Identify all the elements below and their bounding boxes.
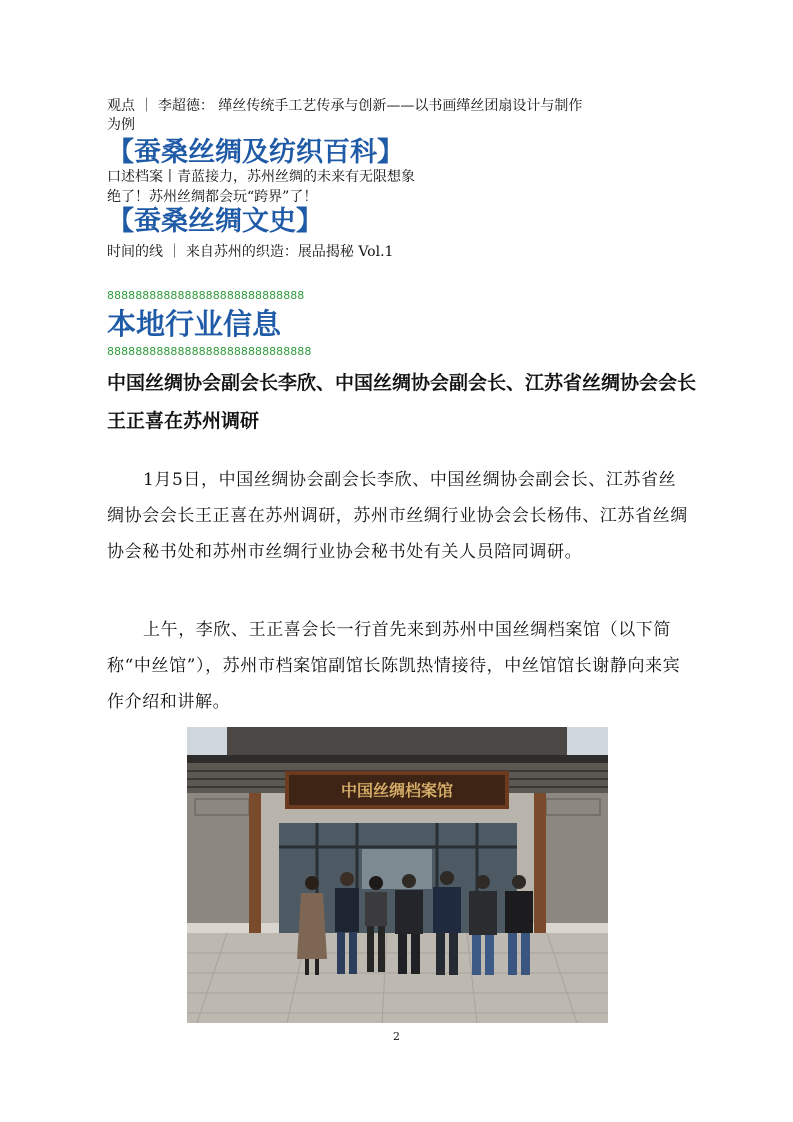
toc-line-viewpoint[interactable]: 观点 ｜ 李超德： 缂丝传统手工艺传承与创新——以书画缂丝团扇设计与制作 (107, 98, 583, 114)
toc-line-oral-archive[interactable]: 口述档案丨青蓝接力，苏州丝绸的未来有无限想象 (107, 169, 415, 185)
archive-sign-text: 中国丝绸档案馆 (340, 781, 454, 800)
group-photo (187, 727, 608, 1023)
toc-line-viewpoint-cont[interactable]: 为例 (107, 117, 135, 133)
toc-line-crossover[interactable]: 绝了！苏州丝绸都会玩“跨界”了！ (107, 189, 318, 205)
page-number: 2 (393, 1030, 400, 1043)
article-paragraph-2: 上午，李欣、王正喜会长一行首先来到苏州中国丝绸档案馆（以下简称“中丝馆”），苏州市档案馆副馆长陈凯热情接待，中丝馆馆长谢静向来宾作介绍和讲解。 (107, 620, 681, 712)
divider-bottom: 88888888888888888888888888888 (107, 345, 312, 358)
toc-line-timeline[interactable]: 时间的线 ｜ 来自苏州的织造：展品揭秘 Vol.1 (107, 244, 394, 260)
section-title-history: 【蚕桑丝绸文史】 (107, 206, 323, 237)
article-paragraph-1: 1月5日，中国丝绸协会副会长李欣、中国丝绸协会副会长、江苏省丝绸协会会长王正喜在苏州调研，苏州市丝绸行业协会会长杨伟、江苏省丝绸协会秘书处和苏州市丝绸行业协会秘书处有关人员陪同调研。 (107, 470, 688, 562)
section-title-encyclopedia: 【蚕桑丝绸及纺织百科】 (107, 137, 404, 168)
divider-top: 8888888888888888888888888888 (107, 289, 305, 302)
article-headline: 中国丝绸协会副会长李欣、中国丝绸协会副会长、江苏省丝绸协会会长王正喜在苏州调研 (107, 372, 697, 432)
section-header-local-news: 本地行业信息 (107, 307, 282, 341)
